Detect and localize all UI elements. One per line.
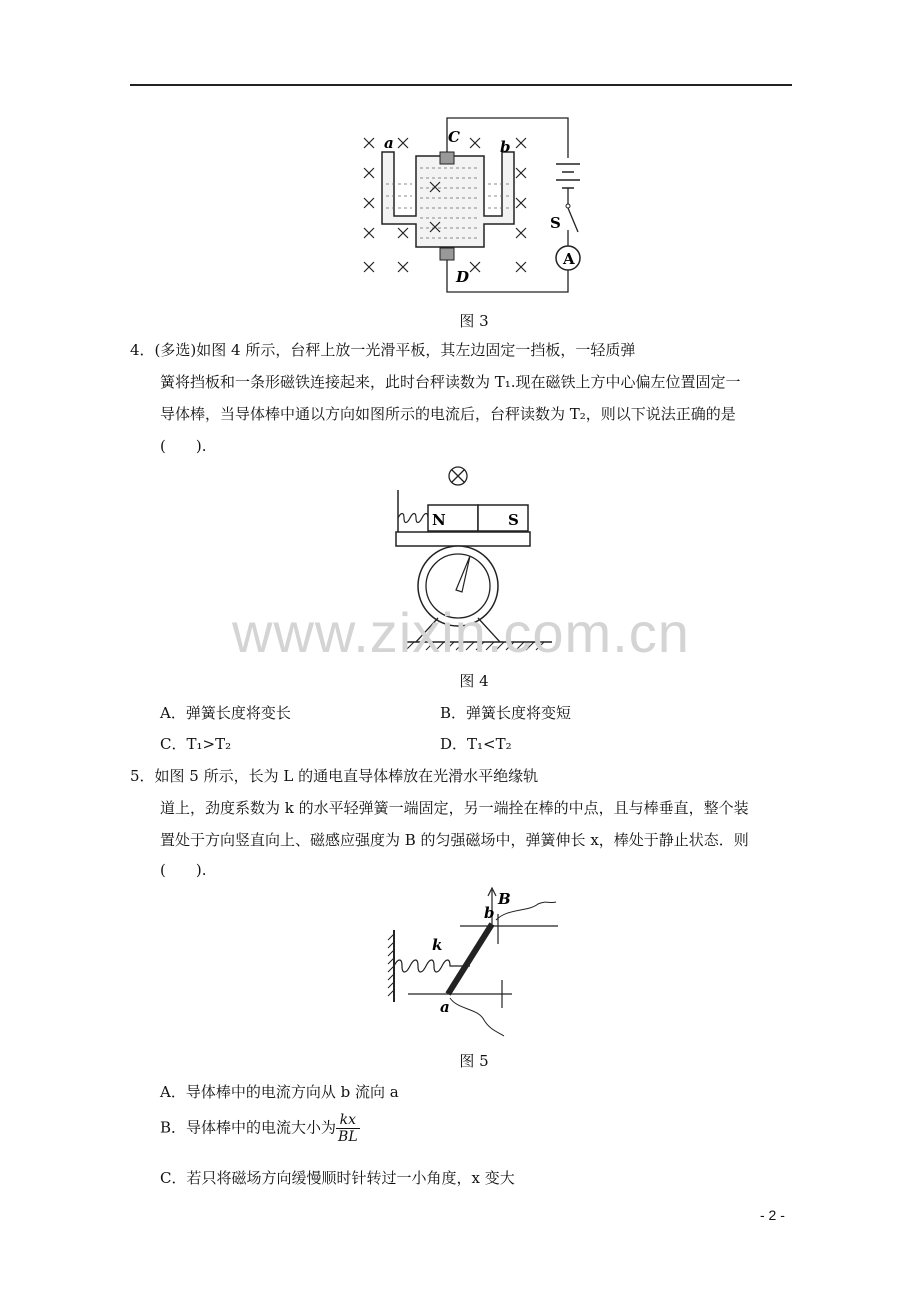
q5-option-c: C．若只将磁场方向缓慢顺时针转过一小角度，x 变大 [160,1169,515,1187]
q5-line-4: ( ). [160,861,207,879]
q4-option-d: D．T₁<T₂ [440,735,512,753]
figure-5-rail [378,884,568,1044]
q5-line-1: 5．如图 5 所示，长为 L 的通电直导体棒放在光滑水平绝缘轨 [130,767,539,785]
figure-5-caption: 图 5 [459,1052,489,1070]
q4-line-2: 簧将挡板和一条形磁铁连接起来，此时台秤读数为 T₁.现在磁铁上方中心偏左位置固定一 [160,373,741,391]
svg-text:N: N [432,511,446,529]
switch-icon [566,204,578,246]
header-rule [130,84,792,86]
label-c: C [448,128,460,146]
label-d: D [456,268,470,286]
label-b: b [500,138,511,156]
svg-text:S: S [508,511,519,529]
q5-line-3: 置处于方向竖直向上、磁感应强度为 B 的匀强磁场中，弹簧伸长 x，棒处于静止状态．则 [160,831,749,849]
fraction-numerator: kx [336,1112,360,1129]
fraction-denominator: BL [338,1129,358,1145]
battery-icon [556,164,580,188]
figure-3-circuit [350,112,590,298]
platform [396,532,530,546]
page-number: - 2 - [760,1207,785,1223]
conductor-rod [448,924,492,994]
q4-line-1: 4．(多选)如图 4 所示，台秤上放一光滑平板，其左边固定一挡板，一轻质弹 [130,341,636,359]
label-a: a [384,134,394,152]
q4-line-4: ( ). [160,437,207,455]
figure-4-caption: 图 4 [459,672,489,690]
svg-text:A: A [563,250,575,268]
spring-icon [398,514,428,523]
svg-text:B: B [498,890,511,908]
svg-text:a: a [440,998,450,1016]
magnet-s [478,505,528,531]
q5-line-2: 道上，劲度系数为 k 的水平轻弹簧一端固定，另一端拴在棒的中点，且与棒垂直，整个装 [160,799,749,817]
watermark: www.zixin.com.cn [232,601,690,664]
q5-option-b [160,1112,360,1145]
spring-icon [394,960,470,972]
figure-3-caption: 图 3 [459,312,489,330]
q4-option-b: B．弹簧长度将变短 [440,704,572,722]
q4-option-a: A．弹簧长度将变长 [160,704,291,722]
q5-option-b-text: B．导体棒中的电流大小为 [160,1118,337,1137]
label-switch: S [550,214,561,232]
svg-text:k: k [432,936,443,954]
q4-option-c: C．T₁>T₂ [160,735,232,753]
svg-text:b: b [484,904,495,922]
q4-line-3: 导体棒，当导体棒中通以方向如图所示的电流后，台秤读数为 T₂，则以下说法正确的是 [160,405,736,423]
fraction [336,1112,360,1145]
q5-option-a: A．导体棒中的电流方向从 b 流向 a [160,1083,399,1101]
